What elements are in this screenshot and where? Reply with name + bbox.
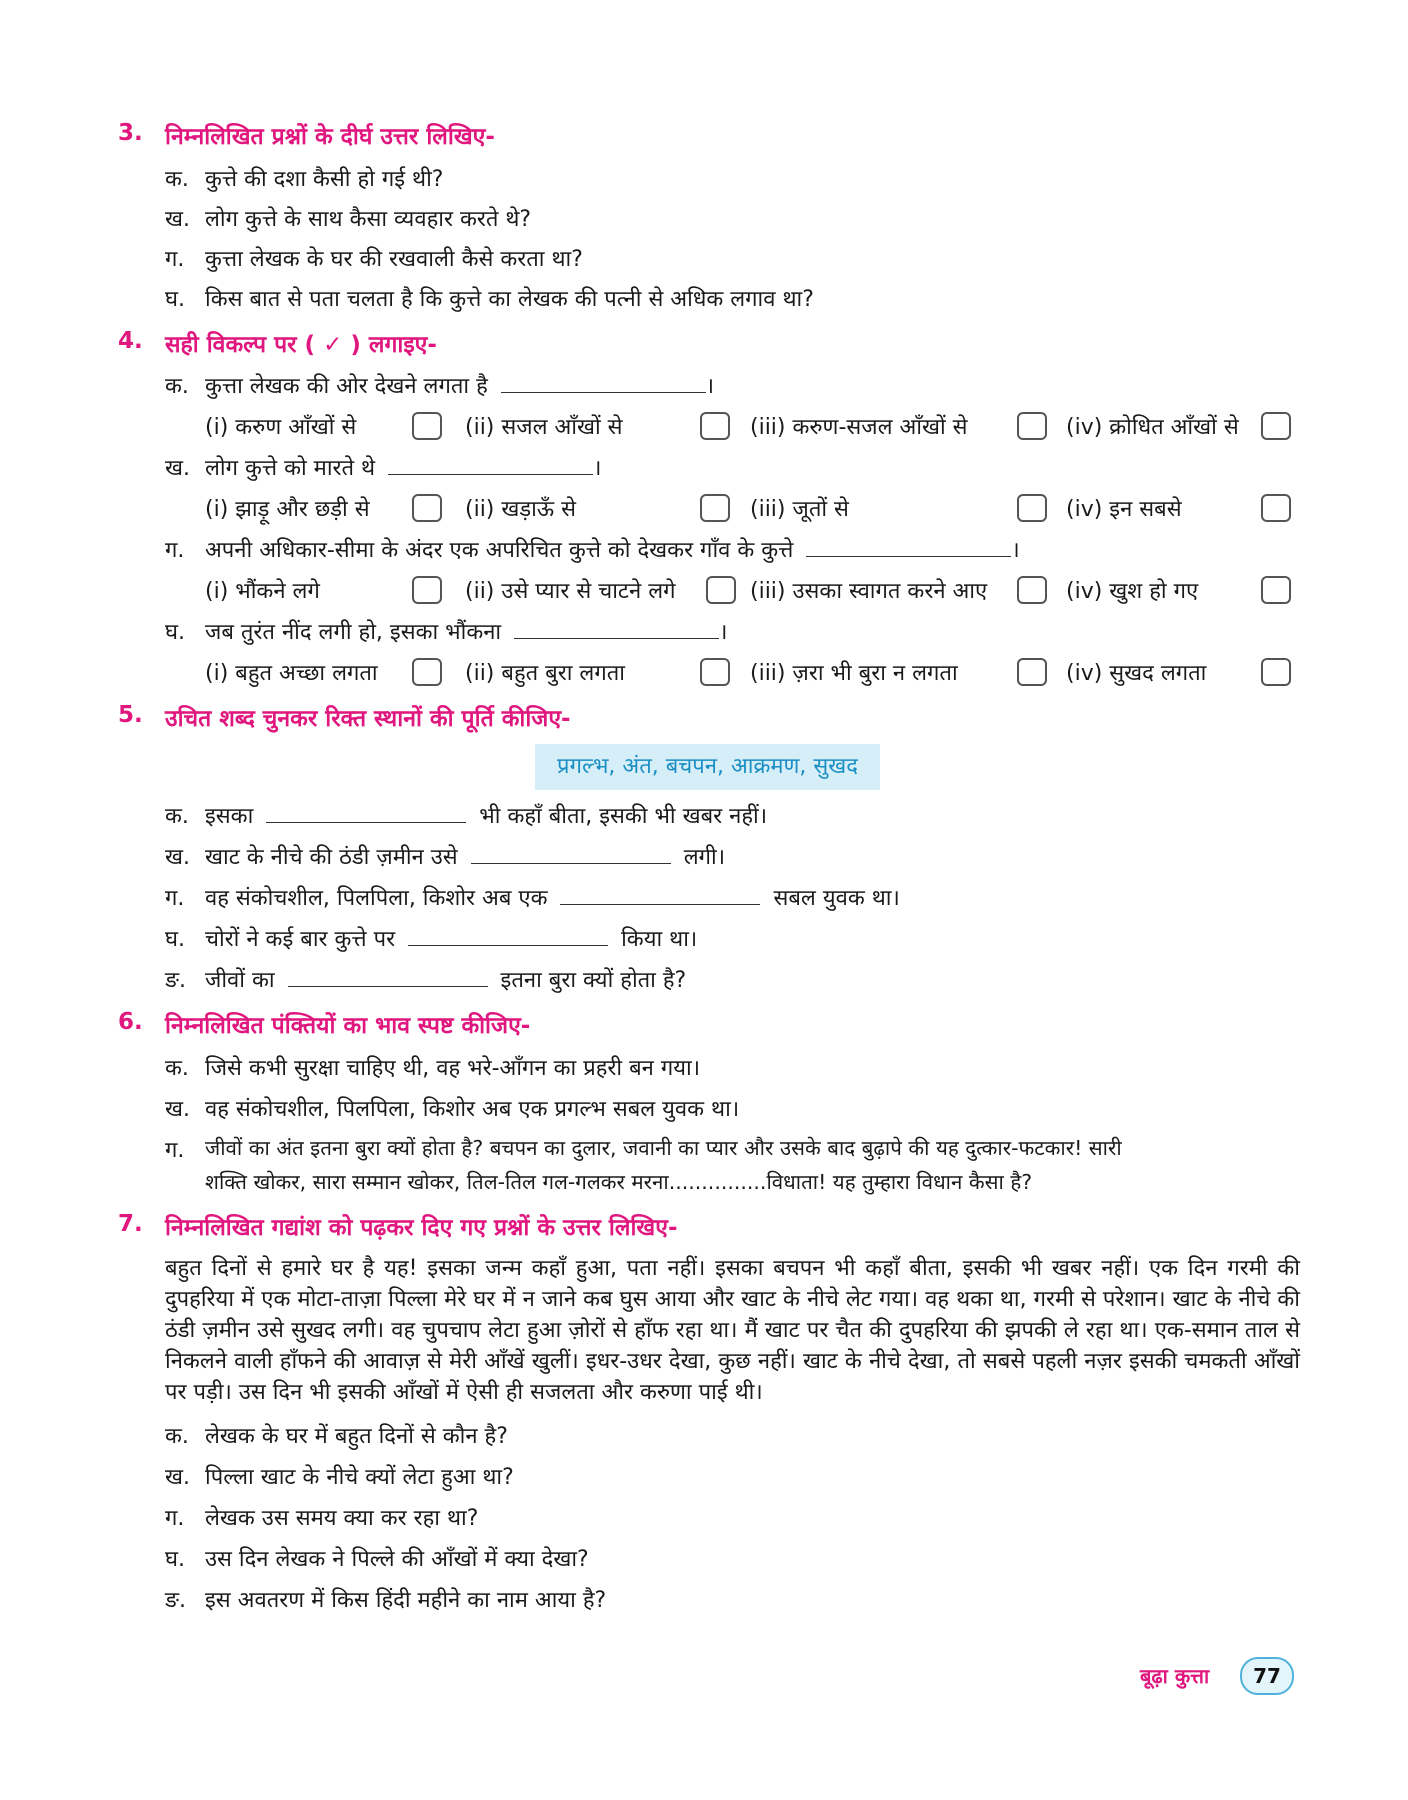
option-label: (iii) उसका स्वागत करने आए (750, 579, 988, 604)
q4-item-kha-stem (205, 452, 601, 482)
q5-item-label: घ. (165, 927, 185, 952)
q3-number: 3. (118, 120, 143, 146)
q5-heading: उचित शब्द चुनकर रिक्त स्थानों की पूर्ति कीजिए- (165, 706, 571, 732)
q4-item-gha-stem (205, 616, 727, 646)
q3-item-ga-label: ग. (165, 247, 185, 272)
q7-number: 7. (118, 1211, 143, 1237)
q3-item-gha: किस बात से पता चलता है कि कुत्ते का लेखक की पत्नी से अधिक लगाव था? (205, 287, 814, 312)
option-label: (iii) ज़रा भी बुरा न लगता (750, 661, 958, 686)
option-label: (ii) उसे प्यार से चाटने लगे (465, 579, 676, 604)
q4-item-ga-stem (205, 534, 1020, 564)
q4-item-gha-text: जब तुरंत नींद लगी हो, इसका भौंकना (205, 620, 502, 645)
q5-item-ka (205, 800, 767, 830)
answer-blank[interactable] (408, 944, 608, 946)
q6-item-label: ग. (165, 1138, 185, 1163)
q7-item-kha: पिल्ला खाट के नीचे क्यों लेटा हुआ था? (205, 1465, 514, 1490)
q7-heading: निम्नलिखित गद्यांश को पढ़कर दिए गए प्रश्नों के उत्तर लिखिए- (165, 1215, 678, 1241)
answer-blank[interactable] (266, 821, 466, 823)
option-label: (iii) करुण-सजल आँखों से (750, 415, 968, 440)
q5-item-before: वह संकोचशील, पिलपिला, किशोर अब एक (205, 886, 548, 911)
q4-item-ga-text: अपनी अधिकार-सीमा के अंदर एक अपरिचित कुत्ते को देखकर गाँव के कुत्ते (205, 538, 794, 563)
option-label: (iv) क्रोधित आँखों से (1066, 415, 1239, 440)
q7-item-label: ख. (165, 1465, 190, 1490)
q4-item-kha-text: लोग कुत्ते को मारते थे (205, 456, 376, 481)
answer-blank[interactable] (388, 473, 593, 475)
answer-blank[interactable] (288, 985, 488, 987)
word-bank: प्रगल्भ, अंत, बचपन, आक्रमण, सुखद (535, 744, 880, 790)
q5-item-after: सबल युवक था। (773, 886, 900, 911)
option-label: (i) करुण आँखों से (205, 415, 357, 440)
q6-heading: निम्नलिखित पंक्तियों का भाव स्पष्ट कीजिए- (165, 1013, 531, 1039)
q5-item-before: इसका (205, 804, 254, 829)
option-label: (i) झाड़ू और छड़ी से (205, 497, 370, 522)
option-checkbox[interactable] (1261, 412, 1291, 440)
q4-item-ga-label: ग. (165, 538, 185, 563)
q5-number: 5. (118, 702, 143, 728)
q4-number: 4. (118, 328, 143, 354)
q5-item-before: चोरों ने कई बार कुत्ते पर (205, 927, 396, 952)
option-checkbox[interactable] (412, 576, 442, 604)
q3-item-ka-label: क. (165, 167, 189, 192)
q7-item-ga: लेखक उस समय क्या कर रहा था? (205, 1506, 479, 1531)
option-label: (iv) इन सबसे (1066, 497, 1182, 522)
option-label: (ii) सजल आँखों से (465, 415, 623, 440)
q6-item-label: ख. (165, 1097, 190, 1122)
option-checkbox[interactable] (1261, 576, 1291, 604)
q5-item-label: क. (165, 804, 189, 829)
q5-item-kha (205, 841, 725, 871)
purna-viram: । (705, 374, 715, 399)
q3-item-ka: कुत्ते की दशा कैसी हो गई थी? (205, 167, 444, 192)
option-checkbox[interactable] (1261, 494, 1291, 522)
q7-item-gha: उस दिन लेखक ने पिल्ले की आँखों में क्या देखा? (205, 1547, 589, 1572)
q7-item-label: ङ. (165, 1588, 187, 1613)
q4-item-ka-stem (205, 370, 714, 400)
q3-item-ga: कुत्ता लेखक के घर की रखवाली कैसे करता था? (205, 247, 583, 272)
q5-item-after: भी कहाँ बीता, इसकी भी खबर नहीं। (479, 804, 768, 829)
q3-item-kha-label: ख. (165, 207, 190, 232)
option-label: (iv) खुश हो गए (1066, 579, 1199, 604)
option-label: (ii) बहुत बुरा लगता (465, 661, 625, 686)
q4-item-ka-text: कुत्ता लेखक की ओर देखने लगता है (205, 374, 488, 399)
option-checkbox[interactable] (1017, 576, 1047, 604)
answer-blank[interactable] (514, 637, 719, 639)
option-checkbox[interactable] (700, 658, 730, 686)
q4-item-ka-label: क. (165, 374, 189, 399)
option-checkbox[interactable] (700, 494, 730, 522)
q5-item-after: इतना बुरा क्यों होता है? (500, 968, 687, 993)
purna-viram: । (593, 456, 602, 481)
option-label: (i) बहुत अच्छा लगता (205, 661, 378, 686)
q5-item-before: जीवों का (205, 968, 275, 993)
q3-item-kha: लोग कुत्ते के साथ कैसा व्यवहार करते थे? (205, 207, 532, 232)
q3-heading: निम्नलिखित प्रश्नों के दीर्घ उत्तर लिखिए- (165, 124, 495, 150)
option-label: (iii) जूतों से (750, 497, 849, 522)
purna-viram: । (1011, 538, 1020, 563)
q6-number: 6. (118, 1009, 143, 1035)
q5-item-label: ग. (165, 886, 185, 911)
option-label: (ii) खड़ाऊँ से (465, 497, 576, 522)
q7-item-nga: इस अवतरण में किस हिंदी महीने का नाम आया है? (205, 1588, 607, 1613)
option-checkbox[interactable] (1017, 412, 1047, 440)
q5-item-nga (205, 964, 686, 994)
option-checkbox[interactable] (412, 412, 442, 440)
purna-viram: । (719, 620, 728, 645)
option-checkbox[interactable] (700, 412, 730, 440)
q7-item-ka: लेखक के घर में बहुत दिनों से कौन है? (205, 1424, 508, 1449)
option-checkbox[interactable] (412, 494, 442, 522)
q5-item-gha (205, 923, 697, 953)
q6-item-ga-line1: जीवों का अंत इतना बुरा क्यों होता है? बचपन का दुलार, जवानी का प्यार और उसके बाद बुढ़ापे की यह दुत्कार-फटकार! सारी (205, 1136, 1122, 1160)
passage: बहुत दिनों से हमारे घर है यह! इसका जन्म कहाँ हुआ, पता नहीं। इसका बचपन भी कहाँ बीता, इसकी भी खबर नहीं। एक दिन गरमी की दुपहरिया में एक मोटा-ताज़ा पिल्ला मेरे घर में न जाने कब घुस आया और खाट के नीचे लेट गया। वह थका था, गरमी से परेशान। खाट के नीचे की ठंडी ज़मीन उसे सुखद लगी। वह चुपचाप लेटा हुआ ज़ोरों से हाँफ रहा था। मैं खाट पर चैत की दुपहरिया की झपकी ले रहा था। एक-समान ताल से निकलने वाली हाँफने की आवाज़ से मेरी आँखें खुलीं। इधर-उधर देखा, कुछ नहीं। खाट के नीचे देखा, तो सबसे पहली नज़र इसकी चमकती आँखों पर पड़ी। उस दिन भी इसकी आँखों में ऐसी ही सजलता और करुणा पाई थी। (165, 1256, 1300, 1405)
q6-item-label: क. (165, 1056, 189, 1081)
option-checkbox[interactable] (1261, 658, 1291, 686)
q5-item-before: खाट के नीचे की ठंडी ज़मीन उसे (205, 845, 458, 870)
option-checkbox[interactable] (1017, 494, 1047, 522)
q5-item-after: किया था। (621, 927, 698, 952)
answer-blank[interactable] (471, 862, 671, 864)
q5-item-label: ख. (165, 845, 190, 870)
q6-item-kha: वह संकोचशील, पिलपिला, किशोर अब एक प्रगल्भ सबल युवक था। (205, 1097, 740, 1122)
option-label: (i) भौंकने लगे (205, 579, 320, 604)
q5-item-ga (205, 882, 900, 912)
page-number: 77 (1240, 1657, 1294, 1695)
option-checkbox[interactable] (1017, 658, 1047, 686)
q5-item-after: लगी। (683, 845, 726, 870)
q4-heading: सही विकल्प पर ( ✓ ) लगाइए- (165, 332, 437, 358)
option-checkbox[interactable] (706, 576, 736, 604)
q6-item-ka: जिसे कभी सुरक्षा चाहिए थी, वह भरे-आँगन का प्रहरी बन गया। (205, 1056, 701, 1081)
q7-item-label: ग. (165, 1506, 185, 1531)
q5-item-label: ङ. (165, 968, 187, 993)
q7-item-label: घ. (165, 1547, 185, 1572)
q6-item-ga-line2: शक्ति खोकर, सारा सम्मान खोकर, तिल-तिल गल-गलकर मरना...............विधाता! यह तुम्हारा विधान कैसा है? (205, 1170, 1033, 1194)
q3-item-gha-label: घ. (165, 287, 185, 312)
option-checkbox[interactable] (412, 658, 442, 686)
answer-blank[interactable] (501, 391, 706, 393)
option-label: (iv) सुखद लगता (1066, 661, 1207, 686)
chapter-title: बूढ़ा कुत्ता (1140, 1664, 1210, 1688)
q4-item-gha-label: घ. (165, 620, 185, 645)
q4-item-kha-label: ख. (165, 456, 190, 481)
q7-item-label: क. (165, 1424, 189, 1449)
answer-blank[interactable] (806, 555, 1011, 557)
answer-blank[interactable] (560, 903, 760, 905)
